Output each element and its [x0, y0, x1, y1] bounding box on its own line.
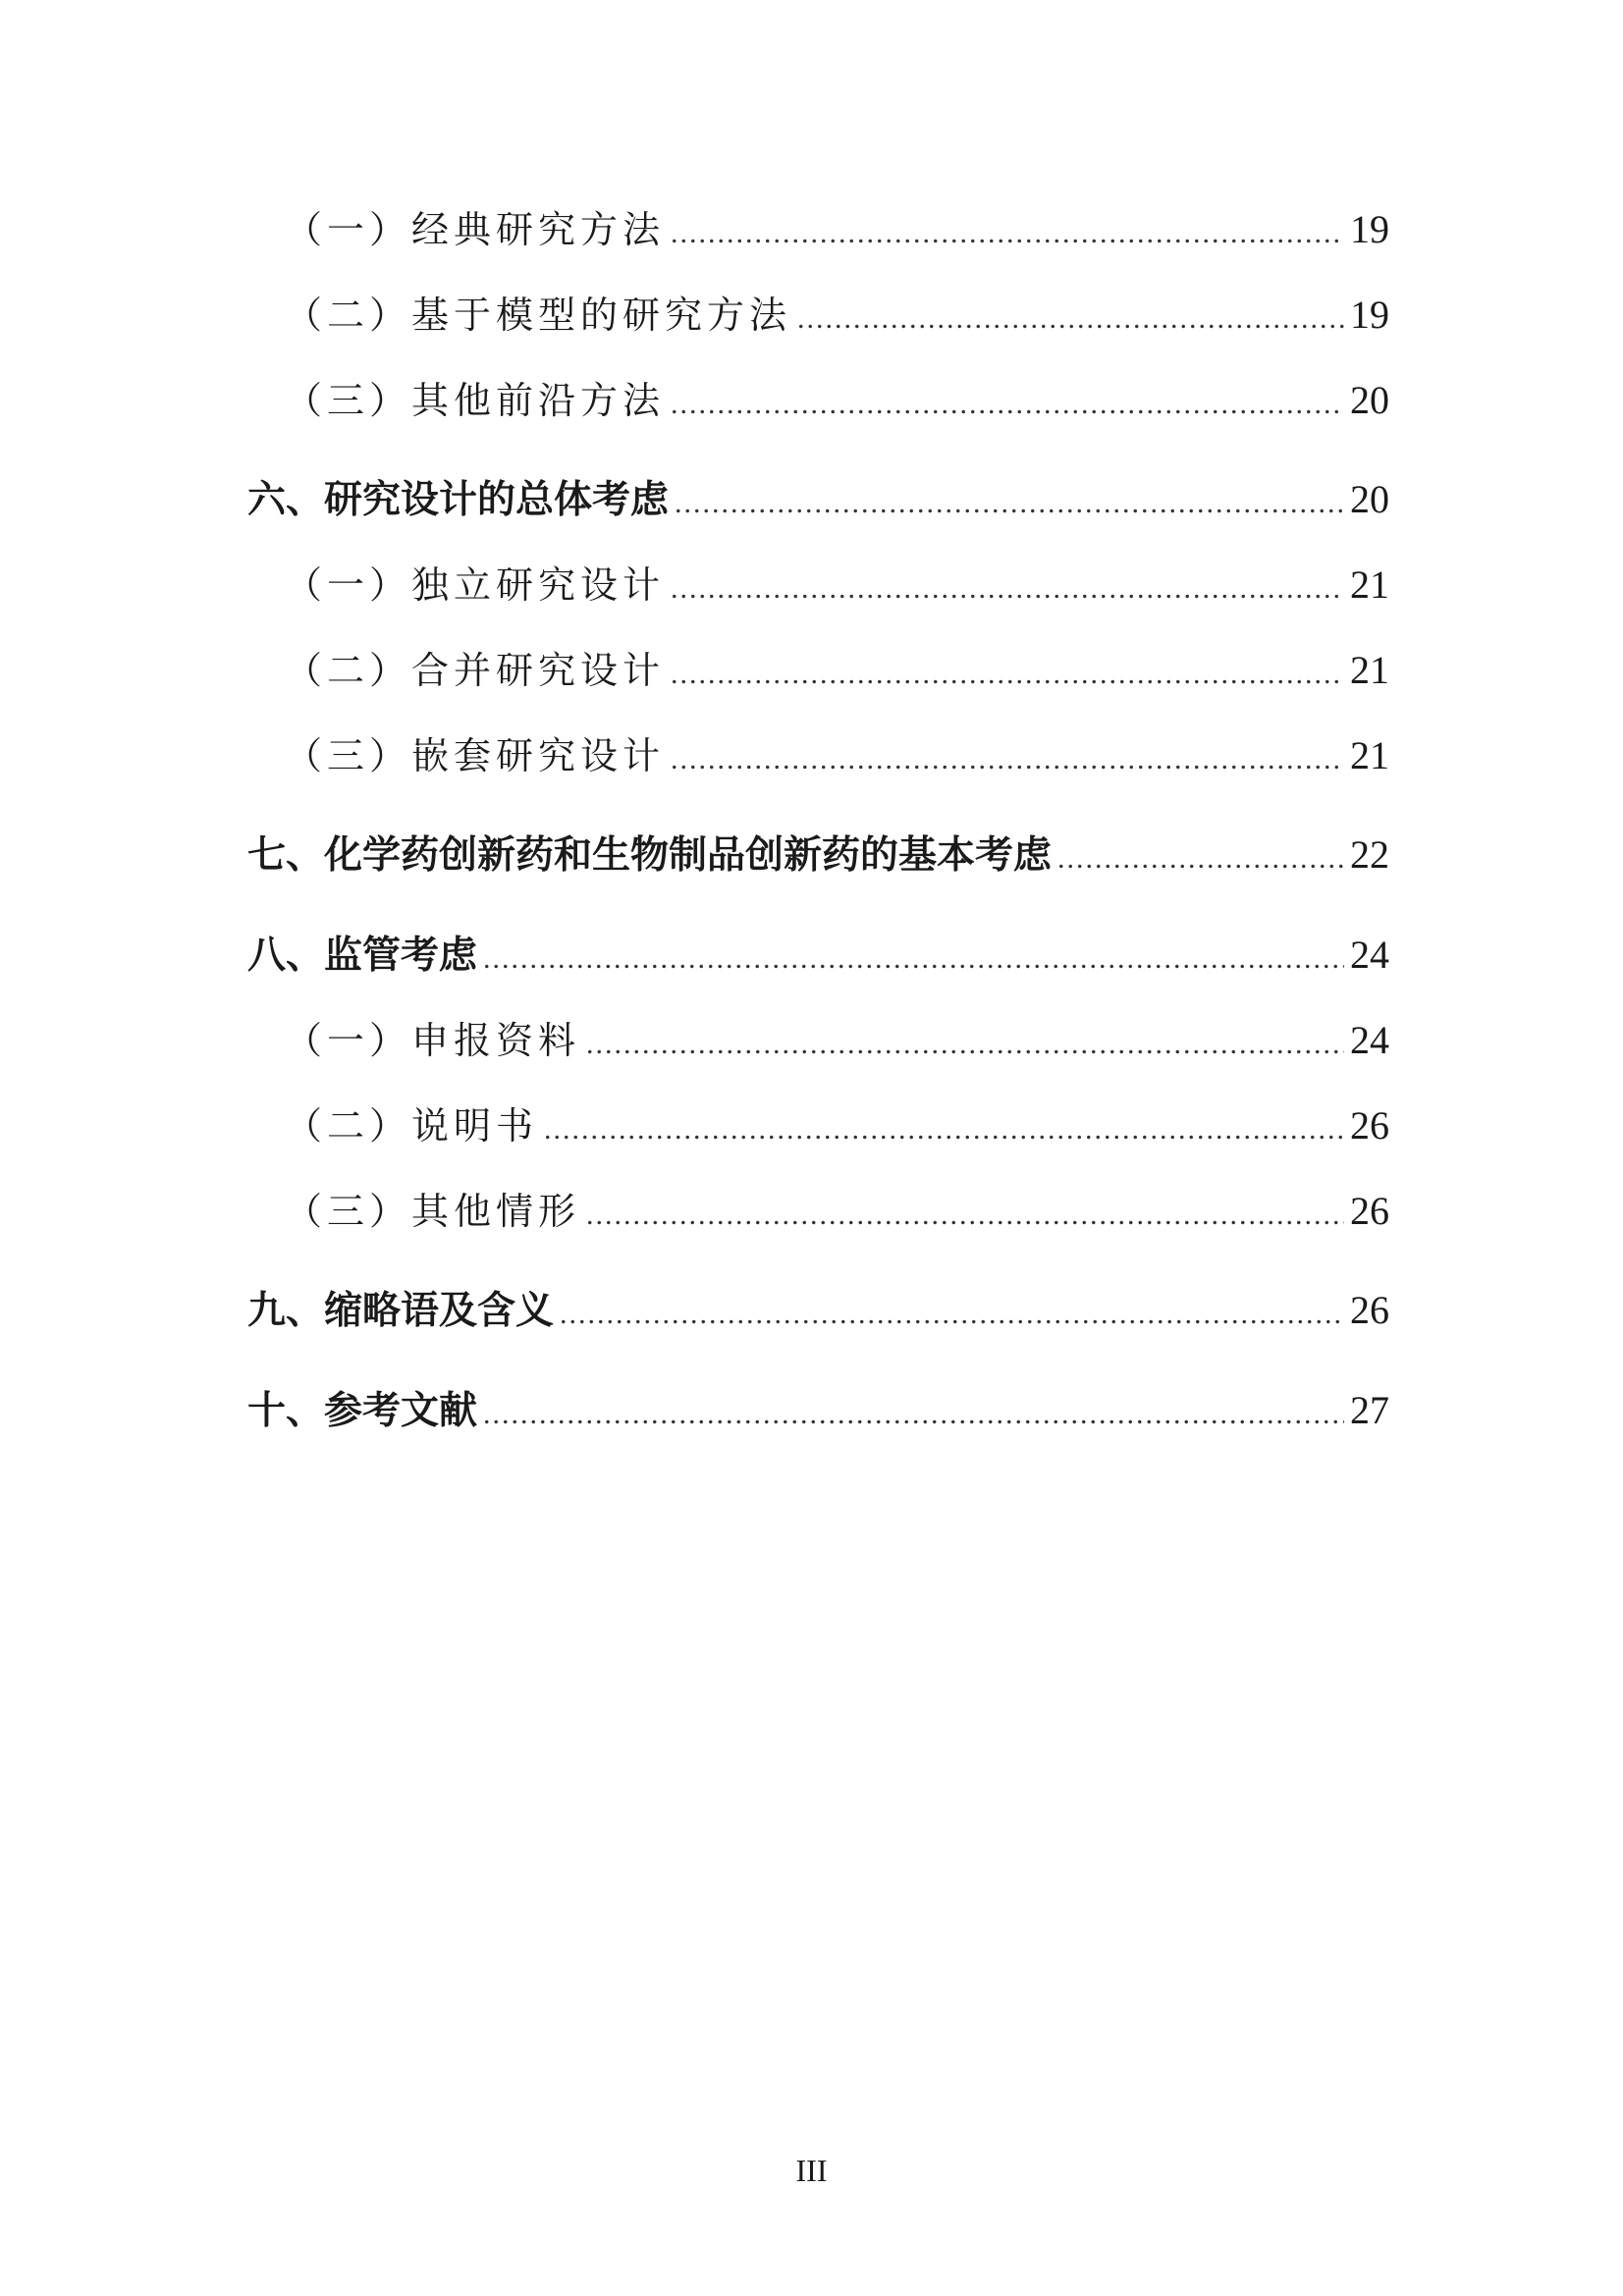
- toc-entry-label: 十、参考文献: [247, 1389, 478, 1433]
- toc-entry-label: （二）基于模型的研究方法: [285, 294, 792, 337]
- dot-leader: [586, 1028, 1344, 1061]
- toc-entry-page: 22: [1350, 832, 1389, 877]
- toc-entry-label: （三）其他前沿方法: [285, 379, 666, 422]
- toc-entry-frontier-methods[interactable]: [285, 370, 1389, 424]
- toc-entry-page: 21: [1350, 562, 1389, 607]
- toc-entry-section-10[interactable]: [247, 1380, 1389, 1435]
- toc-entry-label: 八、监管考虑: [247, 934, 478, 978]
- toc-entry-combined-design[interactable]: [285, 640, 1389, 694]
- toc-entry-classic-methods[interactable]: [285, 199, 1389, 253]
- toc-entry-page: 24: [1350, 933, 1389, 977]
- toc-entry-label: （二）合并研究设计: [285, 649, 666, 692]
- toc-entry-page: 19: [1350, 293, 1389, 337]
- toc-entry-label: 九、缩略语及含义: [247, 1289, 555, 1333]
- toc-entry-label: （一）经典研究方法: [285, 208, 666, 251]
- dot-leader: [1057, 842, 1344, 876]
- toc-entry-page: 21: [1350, 733, 1389, 777]
- toc-entry-label-instructions[interactable]: [285, 1095, 1389, 1149]
- dot-leader: [483, 1398, 1344, 1431]
- toc-entry-label: （三）其他情形: [285, 1190, 581, 1233]
- dot-leader: [671, 388, 1344, 421]
- dot-leader: [671, 572, 1344, 606]
- toc-entry-submission-materials[interactable]: [285, 1010, 1389, 1064]
- toc-entry-label: （一）独立研究设计: [285, 563, 666, 607]
- toc-entry-label: （三）嵌套研究设计: [285, 734, 666, 777]
- toc-entry-model-based-methods[interactable]: [285, 285, 1389, 339]
- toc-entry-label: 六、研究设计的总体考虑: [247, 478, 670, 522]
- dot-leader: [560, 1298, 1344, 1331]
- toc-entry-page: 21: [1350, 648, 1389, 692]
- dot-leader: [797, 302, 1344, 336]
- toc-entry-page: 26: [1350, 1288, 1389, 1332]
- toc-entry-page: 27: [1350, 1388, 1389, 1432]
- dot-leader: [671, 217, 1344, 250]
- dot-leader: [483, 942, 1344, 976]
- dot-leader: [544, 1113, 1344, 1147]
- toc-entry-section-8[interactable]: [247, 925, 1389, 980]
- toc-entry-page: 20: [1350, 378, 1389, 422]
- toc-entry-page: 20: [1350, 477, 1389, 521]
- toc-entry-label: （一）申报资料: [285, 1019, 581, 1062]
- toc-entry-section-7[interactable]: [247, 825, 1389, 880]
- toc-entry-other-situations[interactable]: [285, 1181, 1389, 1235]
- page-number: III: [795, 2153, 828, 2188]
- toc-entry-label: （二）说明书: [285, 1104, 539, 1148]
- toc-entry-page: 19: [1350, 207, 1389, 251]
- toc-entry-independent-design[interactable]: [285, 555, 1389, 609]
- toc-entry-section-6[interactable]: [247, 469, 1389, 524]
- dot-leader: [671, 743, 1344, 776]
- dot-leader: [671, 658, 1344, 691]
- toc-entry-nested-design[interactable]: [285, 725, 1389, 779]
- toc-entry-label: 七、化学药创新药和生物制品创新药的基本考虑: [247, 833, 1053, 878]
- dot-leader: [586, 1199, 1344, 1232]
- toc-entry-section-9[interactable]: [247, 1280, 1389, 1335]
- toc-entry-page: 26: [1350, 1103, 1389, 1148]
- dot-leader: [675, 487, 1344, 520]
- toc-entry-page: 24: [1350, 1018, 1389, 1062]
- toc-entry-page: 26: [1350, 1189, 1389, 1233]
